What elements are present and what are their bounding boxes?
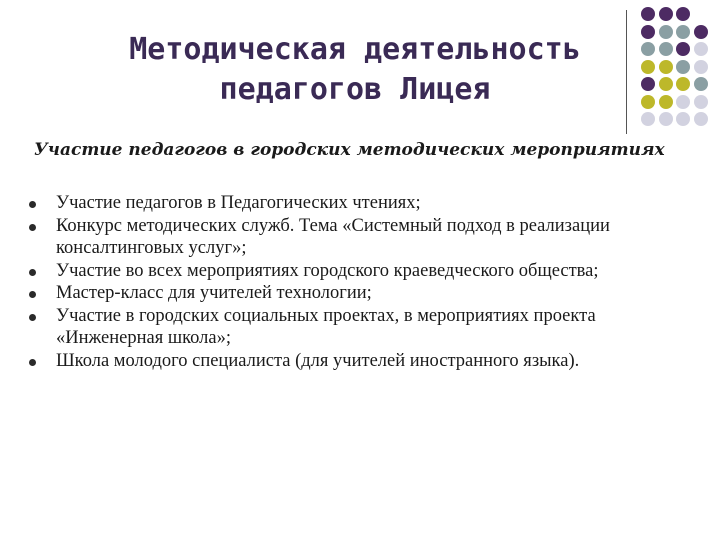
- bullet-icon: [29, 359, 36, 366]
- decorative-dot: [676, 60, 690, 74]
- decorative-dot: [659, 77, 673, 91]
- bullet-text: Участие во всех мероприятиях городского краеведческого общества;: [56, 260, 599, 281]
- title-line-1: Методическая деятельность: [129, 32, 581, 67]
- bullet-item: [22, 260, 702, 283]
- decorative-dot: [659, 95, 673, 109]
- bullet-icon: [29, 201, 36, 208]
- bullet-item: [22, 350, 702, 373]
- decorative-dot: [694, 60, 708, 74]
- decorative-dot: [659, 7, 673, 21]
- decorative-dot: [641, 60, 655, 74]
- bullet-icon: [29, 291, 36, 298]
- bullet-item: [22, 215, 702, 260]
- bullet-item: [22, 305, 702, 350]
- decorative-dot: [694, 112, 708, 126]
- decorative-dot: [694, 25, 708, 39]
- bullet-text: Конкурс методических служб. Тема «Системный подход в реализации консалтинговых услуг»;: [56, 215, 610, 258]
- decorative-dot: [676, 77, 690, 91]
- slide-subtitle: Участие педагогов в городских методических мероприятиях: [34, 140, 665, 160]
- decorative-dot: [676, 112, 690, 126]
- decorative-dot: [641, 42, 655, 56]
- decorative-dot: [641, 95, 655, 109]
- decorative-dot: [694, 77, 708, 91]
- decorative-dot: [659, 112, 673, 126]
- title-line-2: педагогов Лицея: [219, 72, 491, 107]
- bullet-text: Мастер-класс для учителей технологии;: [56, 283, 372, 303]
- bullet-text: Участие в городских социальных проектах, в мероприятиях проекта «Инженерная школа»;: [56, 305, 596, 348]
- bullet-list: [22, 192, 702, 372]
- decorative-dot: [641, 25, 655, 39]
- decorative-dot: [659, 25, 673, 39]
- decorative-dot: [641, 77, 655, 91]
- decorative-dot: [676, 42, 690, 56]
- decorative-dot: [676, 7, 690, 21]
- bullet-icon: [29, 224, 36, 231]
- decorative-dot: [676, 25, 690, 39]
- decorative-dot: [641, 7, 655, 21]
- decorative-dot: [694, 95, 708, 109]
- bullet-item: [22, 282, 702, 305]
- bullet-text: Участие педагогов в Педагогических чтениях;: [56, 193, 421, 213]
- decorative-dot: [676, 95, 690, 109]
- bullet-item: [22, 192, 702, 215]
- decorative-dot: [641, 112, 655, 126]
- bullet-text: Школа молодого специалиста (для учителей иностранного языка).: [56, 350, 580, 371]
- decorative-divider: [626, 10, 627, 134]
- decorative-dot: [694, 42, 708, 56]
- bullet-icon: [29, 314, 36, 321]
- decorative-dot: [659, 42, 673, 56]
- slide-title: [80, 30, 630, 110]
- bullet-icon: [29, 269, 36, 276]
- decorative-dot: [659, 60, 673, 74]
